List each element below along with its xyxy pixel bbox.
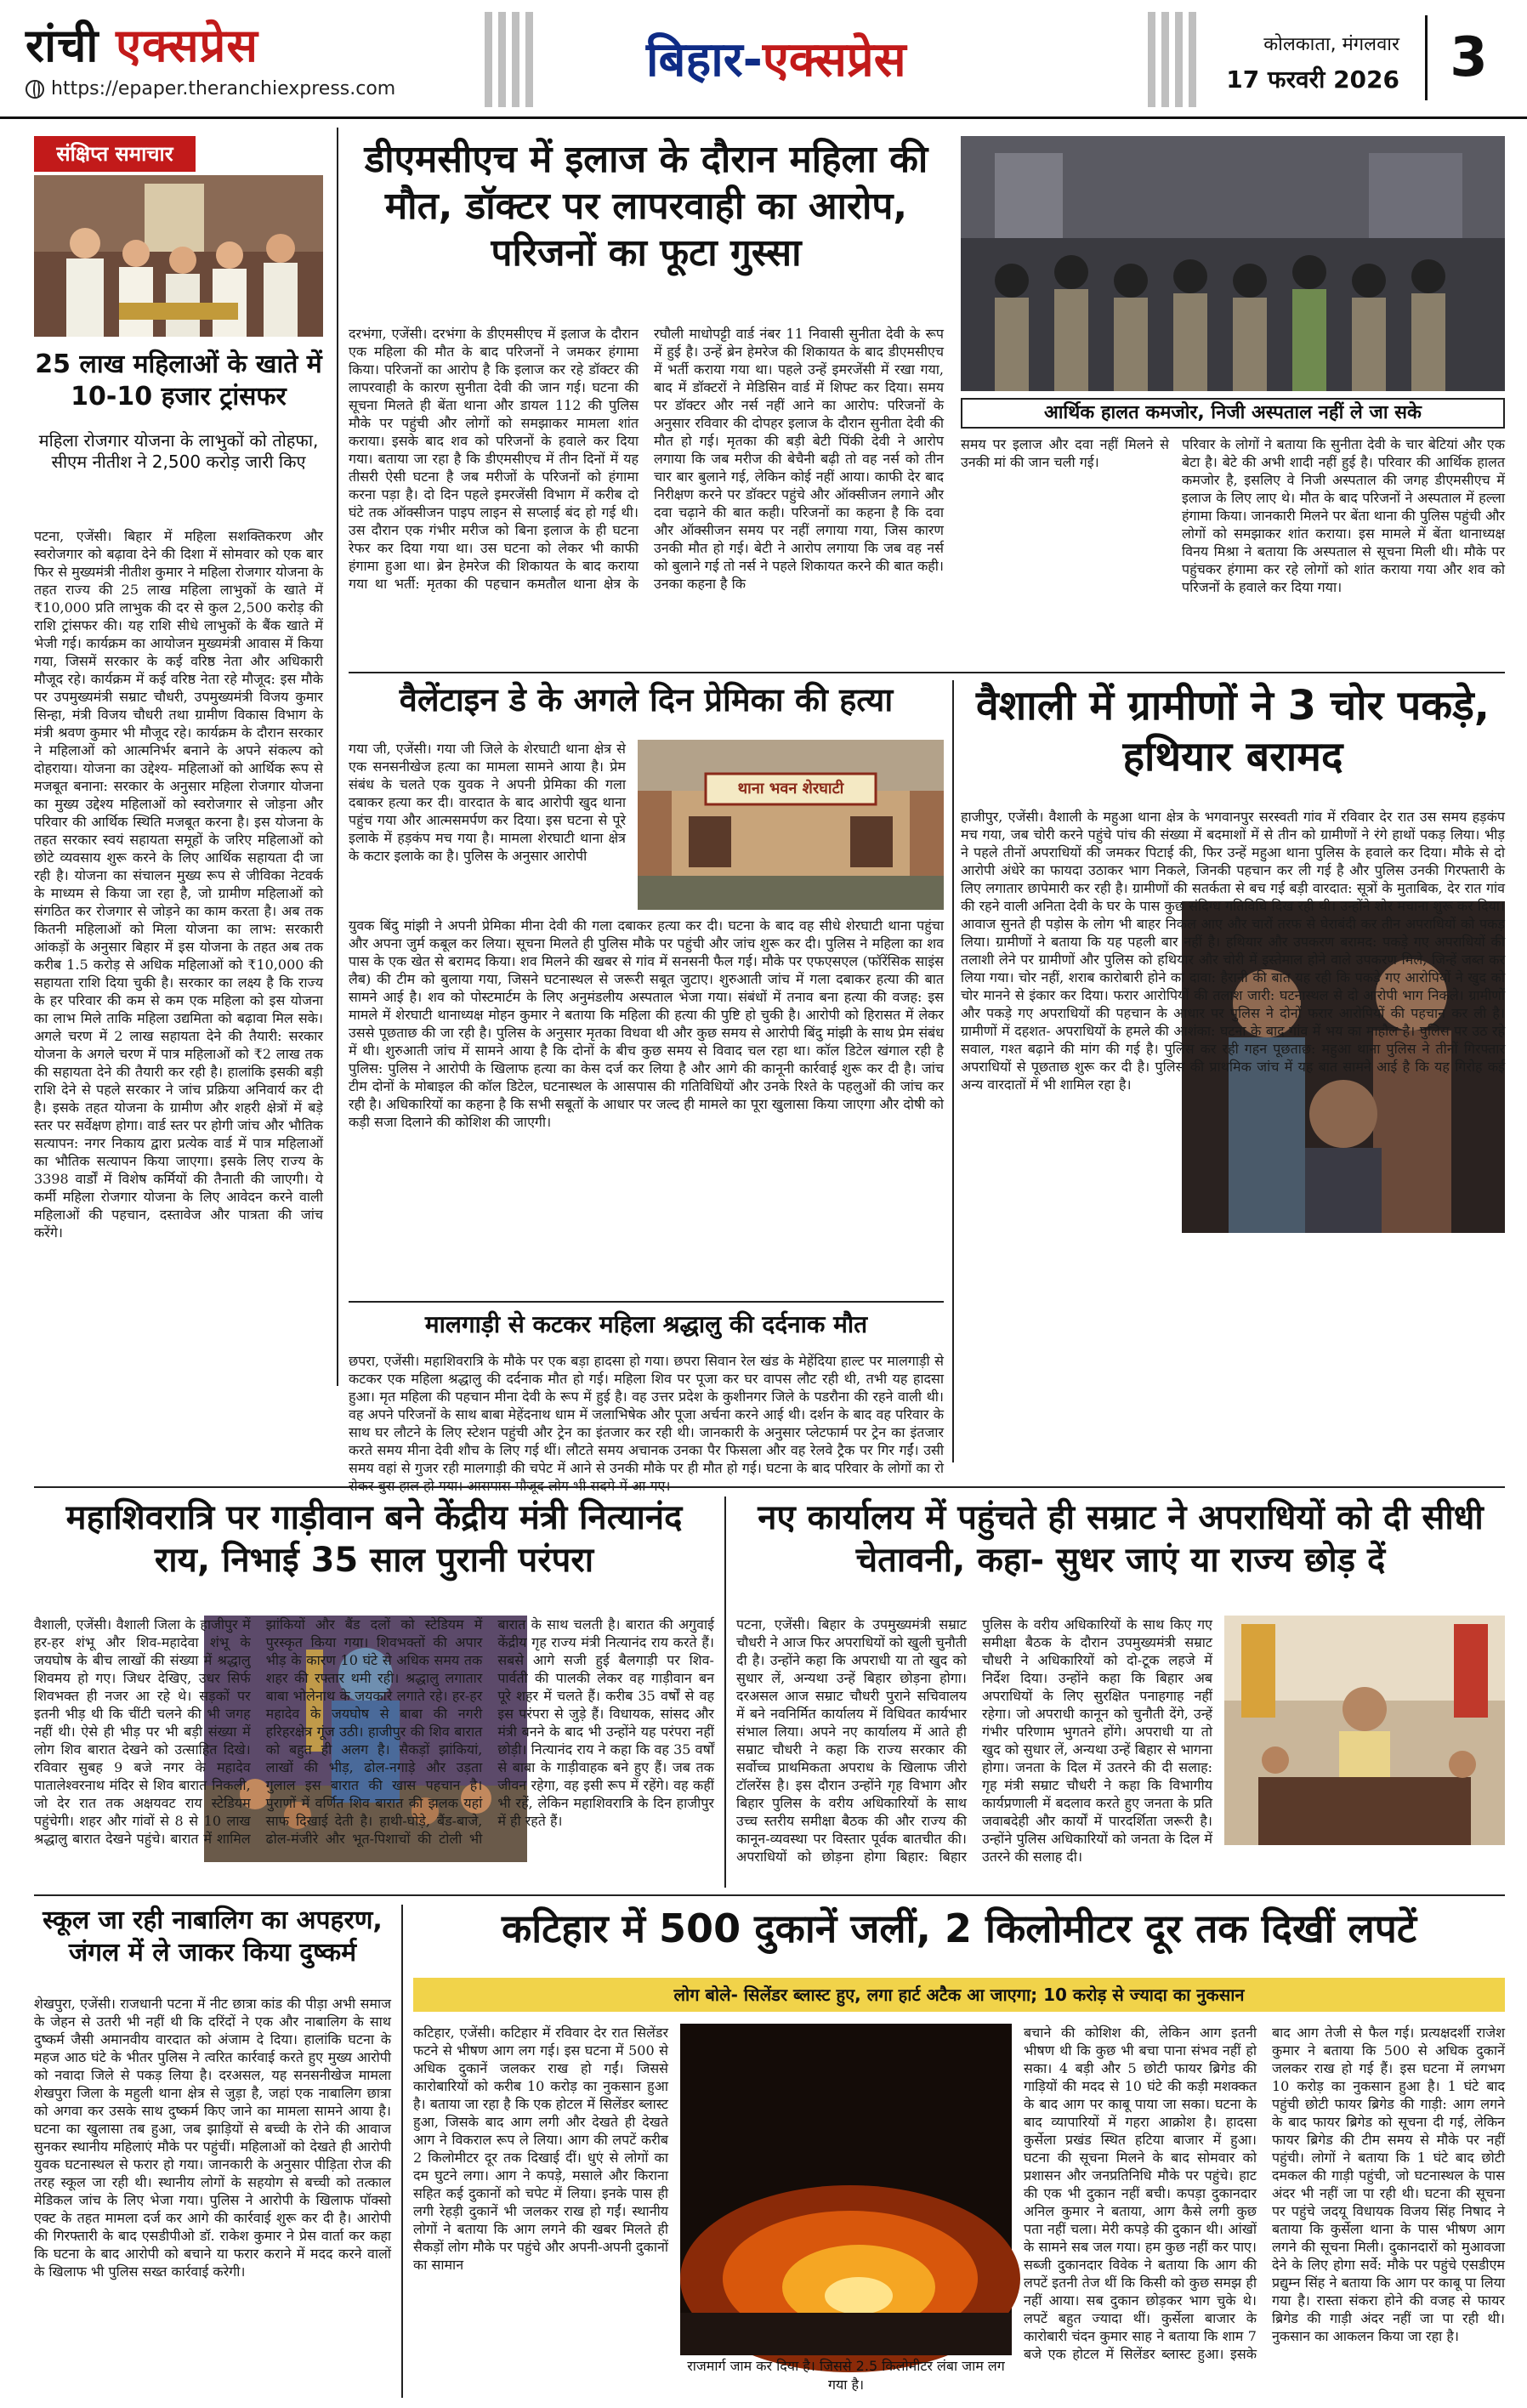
section-title-b: एक्सप्रेस [762,32,906,88]
brief-body: पटना, एजेंसी। बिहार में महिला सशक्तिकरण और स्वरोजगार को बढ़ावा देने की दिशा में सोमवार को एक बार फिर से मुख्यमंत्री नीतीश कुमार ने महिला रोजगार योजना के तहत राज्य की 25 लाख महिला लाभुकों के खाते में ₹10,000 प्रति लाभुक की दर से कुल 2,500 करोड़ की राशि ट्रांसफर की। यह राशि सीधे लाभुकों के बैंक खाते में भेजी गई। कार्यक्रम का आयोजन मुख्यमंत्री आवास में किया गया, जिसमें सरकार के कई वरिष्ठ नेता और अधिकारी मौजूद रहे। कार्यक्रम में कई वरिष्ठ नेता रहे मौजूद: इस मौके पर उपमुख्यमंत्री सम्राट चौधरी, उपमुख्यमंत्री विजय कुमार सिन्हा, मंत्री विजय चौधरी तथा ग्रामीण विकास विभाग के मंत्री श्रवण कुमार भी मौजूद रहे। कार्यक्रम के दौरान सरकार ने महिलाओं को आत्मनिर्भर बनाने के अपने संकल्प को दोहराया। योजना का उद्देश्य- महिलाओं को आर्थिक रूप से मजबूत बनाना: सरकार के अनुसार महिला रोजगार योजना का मुख्य उद्देश्य महिलाओं को स्वरोजगार से जोड़ना और परिवार की आर्थिक स्थिति मजबूत करना है। इस योजना के तहत सरकार स्वयं सहायता समूहों के जरिए महिलाओं को छोटे व्यवसाय शुरू करने के लिए आर्थिक सहायता दी जा रही है। योजना का संचालन मुख्य रूप से जीविका नेटवर्क के माध्यम से किया जा रहा है, जो ग्रामीण महिलाओं को संगठित कर रोजगार से जोड़ने का काम करता है। अब तक कितनी महिलाओं को मिला योजना का लाभ: सरकारी आंकड़ों के अनुसार बिहार में इस योजना के तहत अब तक करीब 1.5 करोड़ से अधिक महिलाओं को ₹10,000 की सहायता राशि दिया चुकी है। सरकार का लक्ष्य है कि राज्य के हर परिवार की कम से कम एक महिला को इस योजना का लाभ मिले ताकि महिला उद्यमिता को बढ़ावा मिल सके। अगले चरण में 2 लाख सहायता देने की तैयारी: सरकार योजना के अगले चरण में पात्र महिलाओं को ₹2 लाख तक की सहायता देने की तैयारी कर रही है। हालांकि इसकी बड़ी राशि देने से पहले सरकार ने जांच प्रक्रिया अनिवार्य कर दी है। इसके तहत योजना के ग्रामीण और शहरी क्षेत्रों में बड़े स्तर पर सर्वेक्षण होगा। वार्ड स्तर पर होगी जांच और भौतिक सत्यापन: नगर निकाय द्वारा प्रत्येक वार्ड में पात्र महिलाओं का भौतिक सत्यापन किया जाएगा। इसके लिए राज्य के 3398 वार्डों में विशेष कर्मियों की तैनाती की जाएगी। ये कर्मी महिला रोजगार योजना के लिए आवेदन करने वाली महिलाओं की पहचान, दस्तावेज और पात्रता की जांच करेंगे। [34,528,323,1241]
shivratri-body: वैशाली, एजेंसी। वैशाली जिला के हाजीपुर में हर-हर शंभू और शिव-महादेवा शंभू के जयघोष के बीच लाखों की संख्या में श्रद्धालु शिवमय हो गए। जिधर देखिए, उधर सिर्फ शिवभक्त ही नजर आ रहे थे। सड़कों पर इतनी भीड़ थी कि चींटी चलने की भी जगह नहीं थी। ऐसे ही भीड़ पर भी बड़ी संख्या में लोग शिव बारात देखने को उत्साहित दिखे। रविवार सुबह 9 बजे नगर के महादेव पातालेश्वरनाथ मंदिर से शिव बारात निकली, जो देर रात तक अक्षयवट राय स्टेडियम पहुंचेगी। शहर और गांवों से 8 से 10 लाख श्रद्धालु बारात देखने पहुंचे। बारात में शामिल झांकियों और बैंड दलों को स्टेडियम में पुरस्कृत किया गया। शिवभक्तों की अपार भीड़ के कारण 10 घंटे से अधिक समय तक शहर की रफ्तार थमी रही। श्रद्धालु लगातार बाबा भोलेनाथ के जयकारे लगाते रहे। हर-हर महादेव के जयघोष से बाबा की नगरी हरिहरक्षेत्र गूंज उठी। हाजीपुर की शिव बारात को बहुत ही अलग है। सैकड़ों झांकियां, लाखों की भीड़, ढोल-नगाड़े और उड़ता गुलाल इस बारात की खास पहचान है। पुराणों में वर्णित शिव बारात की झलक यहां साफ दिखाई देती है। हाथी-घोड़े, बैंड-बाजे, ढोल-मंजीरे और भूत-पिशाचों की टोली भी बारात के साथ चलती है। बारात की अगुवाई केंद्रीय गृह राज्य मंत्री नित्यानंद राय करते हैं। सबसे आगे सजी हुई बैलगाड़ी पर शिव-पार्वती की पालकी लेकर वह गाड़ीवान बन पूरे शहर में चलते हैं। करीब 35 वर्षों से वह इस परंपरा से जुड़े हैं। विधायक, सांसद और मंत्री बनने के बाद भी उन्होंने यह परंपरा नहीं छोड़ी। नित्यानंद राय ने कहा कि वह 35 वर्षों से बाबा के गाड़ीवाहक बने हुए हैं। जब तक जीवन रहेगा, वह इसी रूप में रहेंगे। वह कहीं भी रहें, लेकिन महाशिवरात्रि के दिन हाजीपुर में ही रहते हैं। [34,1616,714,1847]
malgadi-headline: मालगाड़ी से कटकर महिला श्रद्धालु की दर्दनाक मौत [349,1301,944,1343]
dateline-date: 17 फरवरी 2026 [1226,65,1399,94]
epaper-link[interactable] [26,78,395,99]
dmch-headline: डीएमसीएच में इलाज के दौरान महिला की मौत, डॉक्टर पर लापरवाही का आरोप, परिजनों का फूटा गुस्सा [364,138,928,275]
malgadi-body: छपरा, एजेंसी। महाशिवरात्रि के मौके पर एक बड़ा हादसा हो गया। छपरा सिवान रेल खंड के मेहेंदिया हाल्ट पर मालगाड़ी से कटकर एक महिला श्रद्धालु की दर्दनाक मौत हो गई। महिला शिव पर पूजा कर घर वापस लौट रही थी, तभी यह हादसा हुआ। मृत महिला की पहचान मीना देवी के रूप में हुई है। वह उत्तर प्रदेश के कुशीनगर जिले के पडरौना की रहने वाली थी। वह अपने परिजनों के साथ बाबा मेहेंदनाथ धाम में जलाभिषेक और पूजा अर्चना करने आई थी। दर्शन के बाद वह परिवार के साथ घर लौटने के लिए स्टेशन पहुंची और ट्रेन का इंतजार कर रही थी। जानकारी के अनुसार प्लेटफार्म पर ट्रेन का इंतजार करते समय मीना देवी शौच के लिए गई थीं। लौटते समय अचानक उनका पैर फिसला और वह रेलवे ट्रैक पर गिर गईं। उसी समय वहां से गुजर रही मालगाड़ी की चपेट में आने से उनकी मौके पर ही मौत हो गई। घटना के बाद परिवार के लोगों का रो [349,1353,944,1476]
epaper-url: https://epaper.theranchiexpress.com [51,78,396,99]
valentine-body-continued: युवक बिंदु मांझी ने अपनी प्रेमिका मीना देवी की गला दबाकर हत्या कर दी। घटना के बाद वह सीधे शेरघाटी थाना पहुंचा और अपना जुर्म कबूल कर लिया। सूचना मिलते ही पुलिस मौके पर पहुंची और जांच शुरू कर दी। पुलिस ने महिला का शव पास के एक खेत से बरामद किया। शव मिलने की खबर से गांव में सनसनी फैल गई। मौके पर एफएसएल (फॉरेंसिक साइंस लैब) की टीम को बुलाया गया, जिसने घटनास्थल से जरूरी सबूत जुटाए। शुरुआती जांच में गला दबाकर हत्या की बात सामने आई है। शव को पोस्टमार्टम के लिए अनुमंडलीय अस्पताल भेजा गया। संबंधों में तनाव बना हत्या की वजह: इस मामले में शेरघाटी थानाध्यक्ष मोहन कुमार ने बताया कि महिला की हत्या की पुष्टि हो चुकी है। आरोपी को हिरासत में लेकर उससे पूछताछ की जा रही है। पुलिस के अनुसार मृतका विधवा थी और कुछ समय से आरोपी बिंदु मांझी के साथ प्रेम संबंध में थी। शुरुआती जांच में सामने आया है कि दोनों के बीच कुछ समय से विवाद चल रहा था। कॉल डिटेल खंगाल रही है पुलिस: पुलिस ने आरोपी के खिलाफ हत्या का केस दर्ज कर लिया है और आगे की कानूनी कार्रवाई शुरू कर दी है। जांच टीम दोनों के मोबाइल की कॉल डिटेल, घटनास्थल के आसपास की गतिविधियों और उनके रिश्ते के पहलुओं की जांच कर रही है। अधिकारियों का कहना है कि सभी सबूतों के आधार पर जल्द ही मामले का पूरा खुलासा किया जाएगा और दोषी को कड़ी सजा दिलाने की कोशिश की जाएगी। [349,917,944,1130]
dateline-city-day: कोलकाता, मंगलवार [1263,34,1399,55]
katihar-body: कटिहार, एजेंसी। कटिहार में रविवार देर रात सिलेंडर फटने से भीषण आग लग गई। इस घटना में 500 से अधिक दुकानें जलकर राख हो गईं। जिससे कारोबारियों को करीब 10 करोड़ का नुकसान हुआ है। बताया जा रहा है कि एक होटल में सिलेंडर ब्लास्ट हुआ, जिसके बाद आग लगी और देखते ही देखते आग ने विकराल रूप ले लिया। आग की लपटें करीब 2 किलोमीटर दूर तक दिखाई दीं। धुएं से लोगों का दम घुटने लगा। आग ने कपड़े, मसाले और किराना सहित कई दुकानों को चपेट में लिया। इनके पास ही लगी रेहड़ी दुकानें भी जलकर राख हो गईं। स्थानीय लोगों ने बताया कि आग लगने की खबर मिलते ही सैकड़ों लोग मौके पर पहुंचे और अपनी-अपनी दुकानों का सामान [413,2025,668,2273]
katihar-headline: कटिहार में 500 दुकानें जलीं, 2 किलोमीटर दूर तक दिखीं लपटें [501,1905,1417,1951]
katihar-body-continued: बचाने की कोशिश की, लेकिन आग इतनी भीषण थी कि कुछ भी बचा पाना संभव नहीं हो सका। 4 बड़ी और 5 छोटी फायर ब्रिगेड की गाड़ियों की मदद से 10 घंटे की कड़ी मशक्कत के बाद आग पर काबू पाया जा सका। घटना के बाद व्यापारियों में गहरा आक्रोश है। हादसा कुर्सेला प्रखंड स्थित हटिया बाजार में हुआ। घटना की सूचना मिलने के बाद सोमवार को प्रशासन और जनप्रतिनिधि मौके पर पहुंचे। हाट की एक भी दुकान नहीं बची। कपड़ा दुकानदार अनिल कुमार ने बताया, आग कैसे लगी कुछ पता नहीं चला। मेरी कपड़े की दुकान थी। आंखों के सामने सब जल गया। हम कुछ नहीं कर पाए। सब्जी दुकानदार विवेक ने बताया कि आग की लपटें इतनी तेज थीं कि किसी को कुछ समझ ही नहीं आया। सब दुकान छोड़कर भाग चुके थे। लपटें बहुत ज्यादा थीं। कुर्सेला बाजार के कारोबारी चंदन कुमार साह ने बताया कि शाम 7 बजे एक होटल में सिलेंडर ब्लास्ट हुआ। इसके बाद आग तेजी से फैल गई। प्रत्यक्षदर्शी राजेश कुमार ने बताया कि 500 से अधिक दुकानें जलकर राख हो गई हैं। इस घटना में लगभग 10 करोड़ का नुकसान हुआ है। 1 घंटे बाद पहुंची छोटी फायर ब्रिगेड की गाड़ी: आग लगने के बाद फायर ब्रिगेड को सूचना दी गई, लेकिन फायर ब्रिगेड की टीम समय से मौके पर नहीं पहुंची। लोगों ने बताया कि 1 घंटे बाद छोटी दमकल की गाड़ी पहुंची, जो घटनास्थल के पास अंदर भी नहीं जा पा रही थी। घटना की सूचना पर पहुंचे जदयू विधायक विजय सिंह निषाद ने बताया कि कुर्सेला थाना के पास भीषण आग लगने की सूचना मिली। दुकानदारों को मुआवजा देने के लिए होगा सर्वे: मौके पर पहुंचे एसडीएम प्रद्युम्न सिंह ने बताया कि आग पर काबू पा लिया गया है। रास्ता संकरा होने की वजह से फायर ब्रिगेड की गाड़ी अंदर नहीं जा पा रही थी। नुकसान का आकलन किया जा रहा है। [1024,2025,1505,2362]
samrat-office-photo [1224,1616,1505,1845]
column-divider [724,1496,726,1888]
valentine-body: गया जी, एजेंसी। गया जी जिले के शेरघाटी थाना क्षेत्र से एक सनसनीखेज हत्या का मामला सामने आया है। प्रेम संबंध के चलते एक युवक ने अपनी प्रेमिका की गला दबाकर हत्या कर दी। वारदात के बाद आरोपी खुद थाना पहुंच गया और आत्मसमर्पण कर दिया। इस घटना से पूरे इलाके में हड़कंप मच गया है। मामला शेरघाटी थाना क्षेत्र के कटार इलाके का है। पुलिस के अनुसार आरोपी [349,741,626,864]
dmch-side-body: परिवार के लोगों ने बताया कि सुनीता देवी के चार बेटियां और एक बेटा है। बेटे की अभी शादी नहीं हुई है। परिवार की आर्थिक हालत कमजोर है, इसलिए वे निजी अस्पताल की जगह डीएमसीएच में इलाज के लिए लाए थे। मौत के बाद परिजनों ने अस्पताल में हल्ला हंगामा किया। जानकारी मिलने पर बेंता थाना की पुलिस पहुंची और लोगों को समझाकर शांत कराया। इस मामले में बेंता थानाध्यक्ष विनय मिश्रा ने बताया कि अस्पताल से सूचना मिली थी। मौके पर पहुंचकर हंगामा कर रहे लोगों को शांत कराया गया और शव को परिजनों के हवाले कर दिया गया। [1182,436,1505,595]
brand-name-b: एक्सप्रेस [116,19,258,72]
decorative-bars-left [485,12,533,107]
dmch-crowd-photo [961,136,1505,391]
katihar-strap: लोग बोले- सिलेंडर ब्लास्ट हुए, लगा हार्ट अटैक आ जाएगा; 10 करोड़ से ज्यादा का नुकसान [413,1978,1505,2012]
dmch-tail-body: समय पर इलाज और दवा नहीं मिलने से उनकी मां की जान चली गई। [961,436,1169,470]
section-divider [34,1486,1505,1488]
police-station-photo [638,740,944,910]
masthead [0,0,1527,119]
dmch-photo-caption: आर्थिक हालत कमजोर, निजी अस्पताल नहीं ले जा सके [961,398,1505,429]
dateline [1226,31,1399,95]
section-title [646,26,906,90]
decorative-bars-right [1148,12,1196,107]
police-station-signboard: थाना भवन शेरघाटी [737,780,844,798]
brief-news-tag: संक्षिप्त समाचार [34,136,196,172]
katihar-photo-caption: राजमार्ग जाम कर दिया है। जिससे 2.5 किलोमीटर लंबा जाम लग गया है। [687,2358,1005,2393]
brief-subheadline: महिला रोजगार योजना के लाभुकों को तोहफा, सीएम नीतीश ने 2,500 करोड़ जारी किए [38,430,319,472]
section-divider [349,672,1505,673]
dmch-body: दरभंगा, एजेंसी। दरभंगा के डीएमसीएच में इलाज के दौरान एक महिला की मौत के बाद परिजनों ने जमकर हंगामा किया। परिजनों का आरोप है कि इलाज कर रहे डॉक्टर की लापरवाही के कारण सुनीता देवी की जान गई। घटना की सूचना मिलते ही बेंता थाना और डायल 112 की पुलिस मौके पर पहुंची और लोगों को समझाकर मामला शांत कराया। इसके बाद शव को परिजनों के हवाले कर दिया गया। बताया जा रहा है कि डीएमसीएच में तीन दिनों में यह तीसरी ऐसी घटना है जब मरीजों के परिजनों को हंगामा करना पड़ा है। दो दिन पहले इमरजेंसी विभाग में करीब दो घंटे तक ऑक्सीजन पाइप लाइन से सप्लाई बंद हो गई थी। उस दौरान एक गंभीर मरीज को बिना इलाज के ही घटना रेफर कर दिया गया था। उस घटना को लेकर भी काफी हंगामा हुआ था। ब्रेन हेमरेज की शिकायत के बाद कराया गया था भर्ती: मृतका की पहचान कमतौल थाना क्षेत्र के रघौली माधोपट्टी वार्ड नंबर 11 निवासी सुनीता देवी के रूप में हुई है। उन्हें ब्रेन हेमरेज की शिकायत के बाद डीएमसीएच में भर्ती कराया गया था। पहले उन्हें इमरजेंसी में रखा गया, बाद में डॉक्टरों ने मेडिसिन वार्ड में शिफ्ट कर दिया। समय पर डॉक्टर और नर्स नहीं आने का आरोप: परिजनों के अनुसार रविवार की दोपहर इलाज के दौरान सुनीता देवी की मौत हो गई। मृतका की बड़ी बेटी पिंकी देवी ने आरोप लगाया कि जब मरीज की बेचैनी बढ़ी तो वह नर्स को तीन चार बार बुलाने गई, लेकिन कोई नहीं आया। काफी देर बाद निरीक्षण करने पर डॉक्टर पहुंचे और ऑक्सीजन लगाने और दवा चढ़ाने की बात कही। परिजनों का कहना है कि दवा और ऑक्सीजन समय पर नहीं लगाया गया, जिस कारण उनकी मौत हो गई। बेटी ने आरोप लगाया कि जब वह नर्स को बुलाने गई तो नर्स ने पहले शिकायत करने की बात कही। उनका कहना है कि [349,326,944,592]
column-divider [952,680,954,1462]
samrat-headline: नए कार्यालय में पहुंचते ही सम्राट ने अपराधियों को दी सीधी चेतावनी, कहा- सुधर जाएं या राज्य छोड़ दें [758,1498,1484,1580]
vaishali-headline: वैशाली में ग्रामीणों ने 3 चोर पकड़े, हथियार बरामद [975,682,1490,781]
column-divider [337,128,338,1386]
globe-icon [26,80,44,99]
column-divider [401,1905,403,2398]
abduction-headline: स्कूल जा रही नाबालिग का अपहरण, जंगल में ले जाकर किया दुष्कर्म [43,1905,383,1968]
brief-photo [34,175,323,337]
shivratri-headline: महाशिवरात्रि पर गाड़ीवान बने केंद्रीय मंत्री नित्यानंद राय, निभाई 35 साल पुरानी परंपरा [65,1498,683,1580]
valentine-headline: वैलेंटाइन डे के अगले दिन प्रेमिका की हत्या [399,681,894,718]
page-number: 3 [1425,15,1510,100]
brand-name-a: रांची [26,19,99,72]
brand-logo[interactable] [26,12,258,75]
samrat-body: पटना, एजेंसी। बिहार के उपमुख्यमंत्री सम्राट चौधरी ने आज फिर अपराधियों को खुली चुनौती दी है। उन्होंने कहा कि अपराधी या तो खुद को सुधार लें, अन्यथा उन्हें बिहार छोड़ना होगा। दरअसल आज सम्राट चौधरी पुराने सचिवालय में बने नवनिर्मित कार्यालय में विधिवत कार्यभार संभाल लिया। अपने नए कार्यालय में आते ही सम्राट चौधरी ने कहा कि राज्य सरकार की सर्वोच्च प्राथमिकता अपराध के खिलाफ जीरो टॉलरेंस है। इस दौरान उन्होंने गृह विभाग और बिहार पुलिस के वरीय अधिकारियों के साथ उच्च स्तरीय समीक्षा बैठक की और राज्य की कानून-व्यवस्था पर विस्तार पूर्वक बातचीत की। अपराधियों को छोड़ना होगा बिहार: बिहार पुलिस के वरीय अधिकारियों के साथ किए गए समीक्षा बैठक के दौरान उपमुख्यमंत्री सम्राट चौधरी ने अधिकारियों को दो-टूक लहजे में निर्देश दिया। उन्होंने कहा कि बिहार अब अपराधियों के लिए सुरक्षित पनाहगाह नहीं रहेगा। जो अपराधी कानून को चुनौती देंगे, उन्हें गंभीर परिणाम भुगतने होंगे। अपराधी या तो खुद को सुधार लें, अन्यथा उन्हें बिहार से भागना होगा। जनता के दिल में उतरने की दी सलाह: गृह मंत्री सम्राट चौधरी ने कहा कि विभागीय कार्यप्रणाली में बदलाव करते हुए जनता के प्रति जवाबदेही और कार्यों में पारदर्शिता जरूरी है। उन्होंने पुलिस अधिकारियों को जनता के दिल में उतरने की सलाह दी। [736,1616,1212,1865]
section-divider [34,1894,1505,1896]
vaishali-body: हाजीपुर, एजेंसी। वैशाली के महुआ थाना क्षेत्र के भगवानपुर सरस्वती गांव में रविवार देर रात उस समय हड़कंप मच गया, जब चोरी करने पहुंचे पांच की संख्या में बदमाशों में से तीन को ग्रामीणों ने रंगे हाथों पकड़ लिया। भीड़ ने पहले तीनों अपराधियों की जमकर पिटाई की, फिर उन्हें महुआ थाना पुलिस के हवाले कर दिया। मौके से दो आरोपी अंधेरे का फायदा उठाकर भाग निकले, जिनकी पहचान कर ली गई है और पुलिस उनकी गिरफ्तारी के लिए लगातार छापेमारी कर रही है। ग्रामीणों की सतर्कता से बच गई बड़ी वारदात: सूत्रों के मुताबिक, देर रात गांव की रहने वाली अनिता देवी के घर के पास कुछ संदिग्ध गतिविधि दिख रही थी। उन्होंने शोर मचाना शुरू कर दिया। आवाज सुनते ही पड़ोस के लोग भी बाहर निकल आए और चारों तरफ से घेराबंदी कर तीन अपराधियों को पकड़ लिया। ग्रामीणों ने बताया कि यह पहली बार नहीं है। हथियार और उपकरण बरामद: पकड़े गए अपराधियों की तलाशी लेने पर ग्रामीणों और पुलिस को हथियार और चोरी में इस्तेमाल होने वाले उपकरण मिले, जिन्हें जब्त कर लिया गया। चोर नहीं, शराब कारोबारी होने का दावा: हैरानी की बात यह रही कि पकड़े गए आरोपियों ने खुद को चोर मानने से इंकार कर दिया। फरार आरोपियों की तलाश जारी: घटनास्थल से दो आरोपी भाग निकले। ग्रामीणों और पकड़े गए अपराधियों की पहचान के आधार पर पुलिस ने दोनों फरार आरोपियों की पहचान कर ली है। ग्रामीणों में दहशत- अपराधियों के हमले की आशंका: घटना के बाद गांव में भय का माहौल है। पुलिस पर उठ रहे सवाल, गश्त बढ़ाने की मांग की गई है। पुलिस कर रही गहन पूछताछ: महुआ थाना पुलिस ने तीनों गिरफ्तार अपराधियों से पूछताछ शुरू कर दी है। पुलिस की प्राथमिक जांच में यह बात सामने आई है कि यह गिरोह कई अन्य वारदातों में भी शामिल रहा है। [961,809,1505,1093]
market-fire-photo [680,2024,1012,2355]
brief-headline: 25 लाख महिलाओं के खाते में 10-10 हजार ट्रांसफर [35,349,322,412]
abduction-body: शेखपुरा, एजेंसी। राजधानी पटना में नीट छात्रा कांड की पीड़ा अभी समाज के जेहन से उतरी भी नहीं थी कि दरिंदों ने एक और नाबालिग के साथ दुष्कर्म जैसी अमानवीय वारदात को अंजाम दे दिया। हालांकि घटना के महज आठ घंटे के भीतर पुलिस ने त्वरित कार्रवाई करते हुए मुख्य आरोपी को नवादा जिले से पकड़ लिया है। दरअसल, यह सनसनीखेज मामला शेखपुरा जिला के महुली थाना क्षेत्र से जुड़ा है, जहां एक नाबालिग छात्रा को अगवा कर उसके साथ दुष्कर्म किए जाने का मामला सामने आया है। घटना का खुलासा तब हुआ, जब झाड़ियों से बच्ची के रोने की आवाज सुनकर स्थानीय महिलाएं मौके पर पहुंचीं। महिलाओं को देखते ही आरोपी युवक घटनास्थल से फरार हो गया। जानकारी के अनुसार पीड़िता रोज की तरह स्कूल जा रही थी। स्थानीय लोगों के सहयोग से बच्ची को तत्काल मेडिकल जांच के लिए भेजा गया। पुलिस ने आरोपी के खिलाफ पॉक्सो एक्ट के तहत मामला दर्ज कर आगे की कार्रवाई शुरू कर दी है। आरोपी की गिरफ्तारी के बाद एसडीपीओ डॉ. राकेश कुमार ने प्रेस वार्ता कर कहा कि घटना के बाद आरोपी को बचाने या फरार कराने में मदद करने वालों के खिलाफ भी पुलिस सख्त कार्रवाई करेगी। [34,1996,391,2280]
section-title-a: बिहार- [646,32,763,88]
